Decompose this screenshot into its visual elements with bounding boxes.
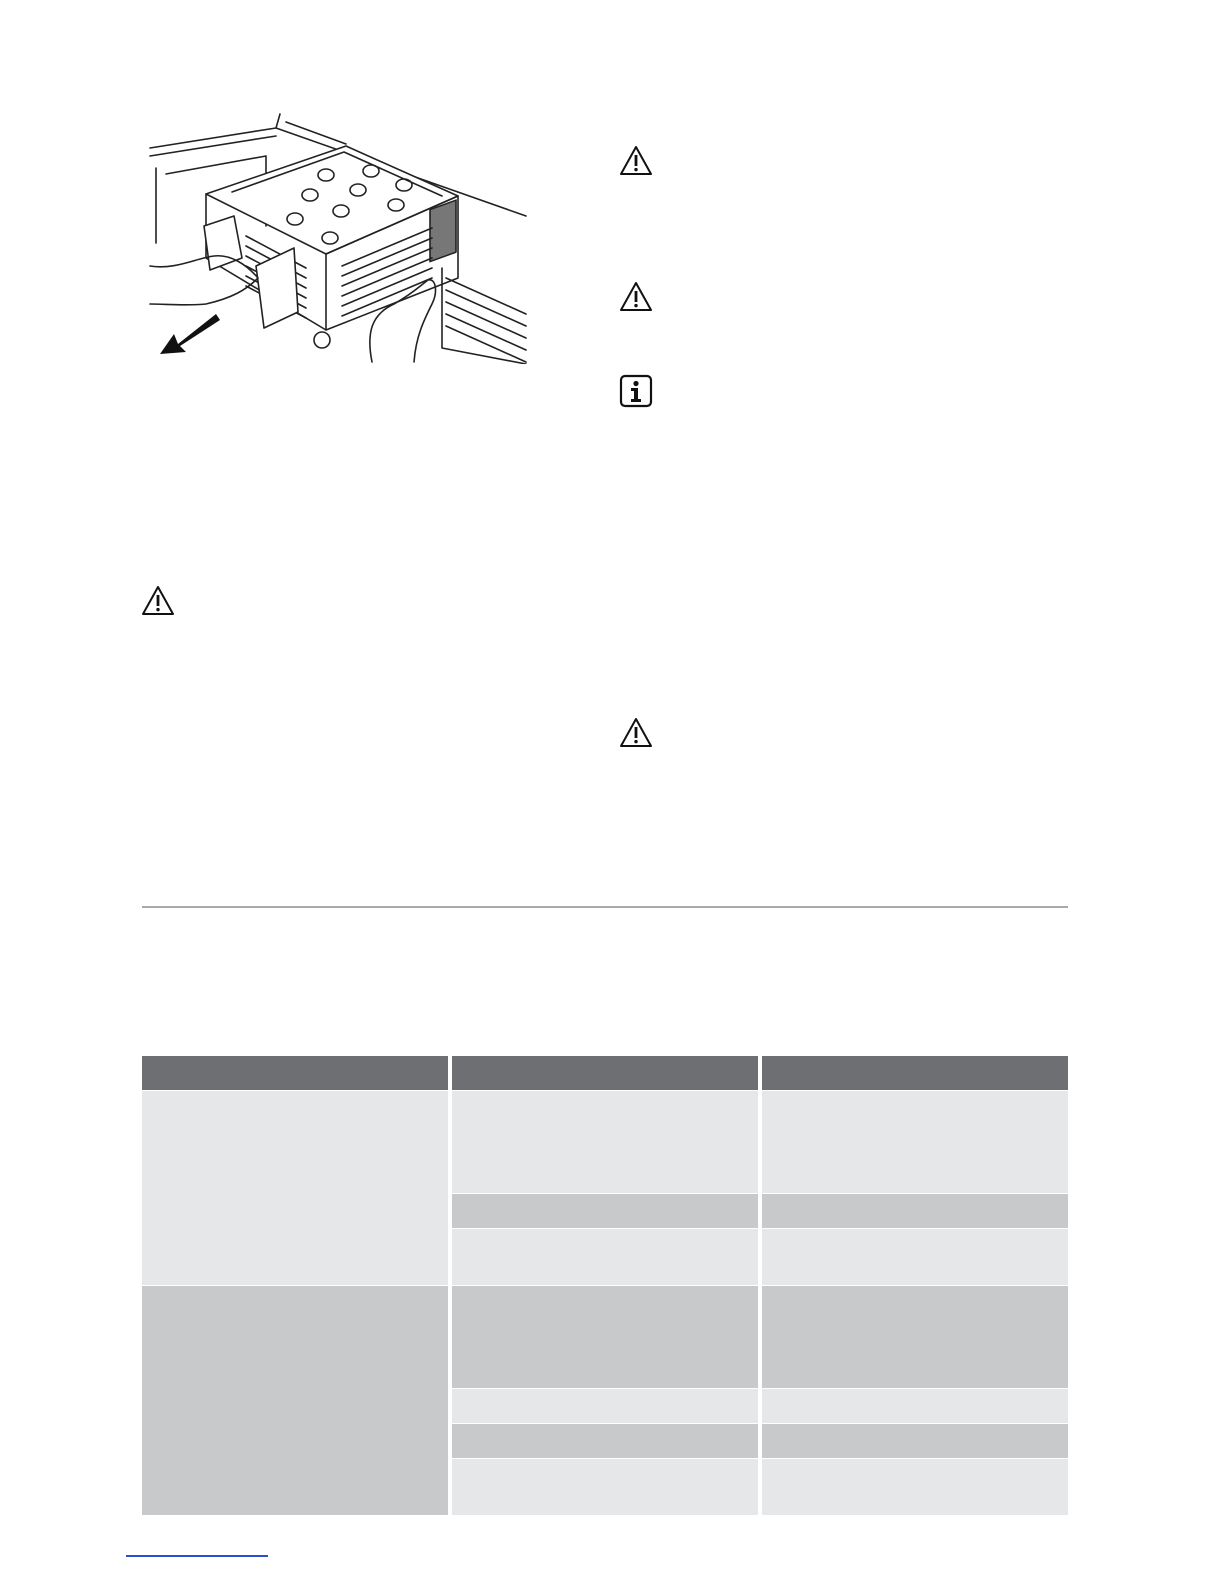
- warning-triangle-icon: [618, 144, 654, 178]
- table-cell: [762, 1424, 1068, 1458]
- table-cell: [762, 1389, 1068, 1423]
- table-cell: [762, 1194, 1068, 1228]
- warning-triangle-icon: [140, 584, 176, 618]
- section-divider: [142, 906, 1068, 908]
- condenser-removal-illustration: [146, 108, 530, 364]
- table-cell: [452, 1424, 758, 1458]
- table-cell: [762, 1091, 1068, 1193]
- table-cell: [452, 1389, 758, 1423]
- warning-triangle-icon: [618, 716, 654, 750]
- table-cell: [142, 1286, 448, 1515]
- table-cell: [762, 1459, 1068, 1515]
- table-cell: [762, 1229, 1068, 1285]
- table-header-cell: [762, 1056, 1068, 1090]
- table-header-cell: [452, 1056, 758, 1090]
- table-cell: [762, 1286, 1068, 1388]
- table-cell: [452, 1459, 758, 1515]
- table-cell: [452, 1091, 758, 1193]
- table-cell: [452, 1229, 758, 1285]
- table-cell: [142, 1091, 448, 1285]
- troubleshooting-table: [142, 1056, 1068, 1513]
- table-header-cell: [142, 1056, 448, 1090]
- info-icon: [619, 374, 653, 408]
- table-cell: [452, 1286, 758, 1388]
- table-cell: [452, 1194, 758, 1228]
- warning-triangle-icon: [618, 280, 654, 314]
- footer-link[interactable]: [126, 1555, 268, 1557]
